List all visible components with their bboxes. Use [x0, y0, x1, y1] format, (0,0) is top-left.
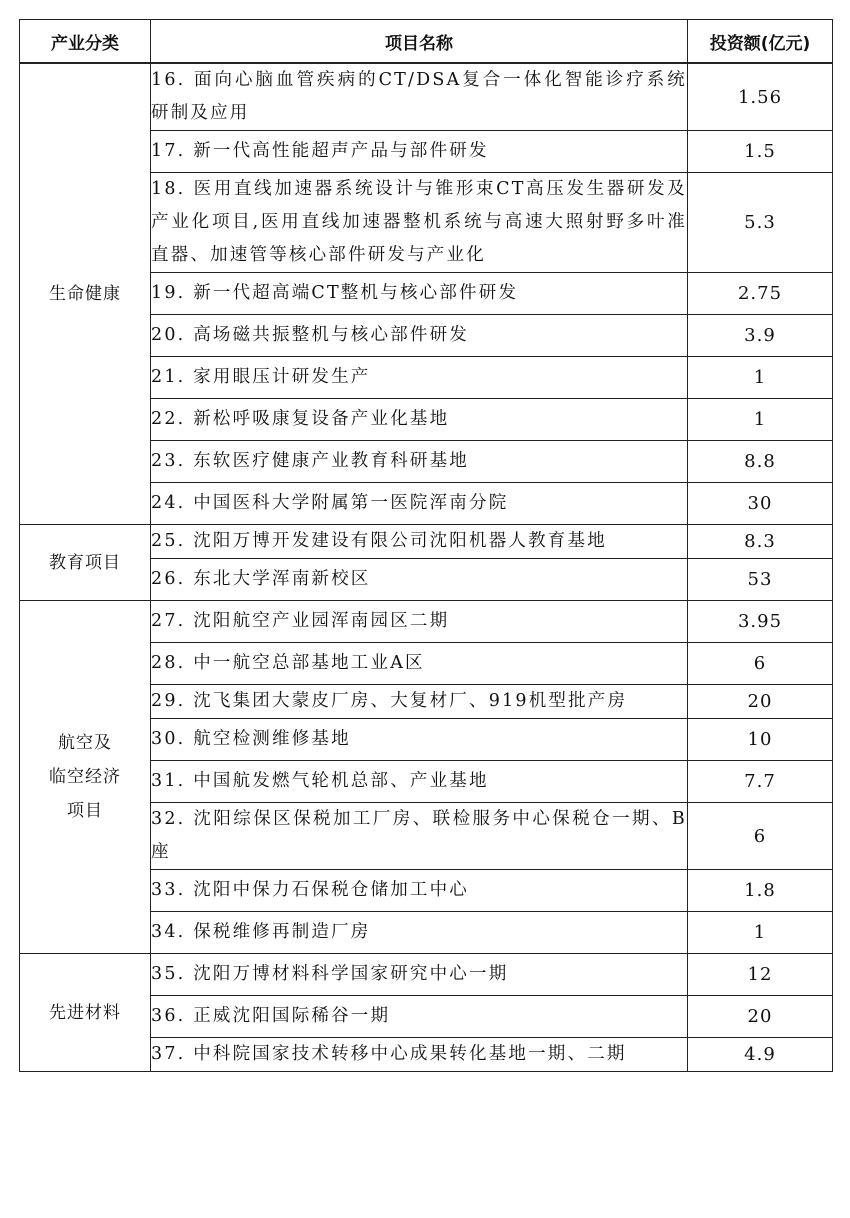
project-name: 32. 沈阳综保区保税加工厂房、联检服务中心保税仓一期、B座 — [151, 803, 688, 870]
project-name: 19. 新一代超高端CT整机与核心部件研发 — [151, 273, 688, 315]
project-name: 26. 东北大学浑南新校区 — [151, 559, 688, 601]
project-name: 31. 中国航发燃气轮机总部、产业基地 — [151, 761, 688, 803]
amount-cell: 6 — [688, 803, 833, 870]
project-name: 17. 新一代高性能超声产品与部件研发 — [151, 131, 688, 173]
amount-cell: 1.56 — [688, 63, 833, 131]
category-label-line: 航空及 — [58, 733, 112, 753]
amount-cell: 30 — [688, 483, 833, 525]
category-label: 先进材料 — [49, 1002, 121, 1023]
project-name: 37. 中科院国家技术转移中心成果转化基地一期、二期 — [151, 1038, 688, 1072]
category-label-line: 项目 — [67, 801, 103, 821]
amount-cell: 53 — [688, 559, 833, 601]
amount-cell: 4.9 — [688, 1038, 833, 1072]
project-name: 29. 沈飞集团大蒙皮厂房、大复材厂、919机型批产房 — [151, 685, 688, 719]
amount-cell: 8.8 — [688, 441, 833, 483]
amount-cell: 8.3 — [688, 525, 833, 559]
project-name: 21. 家用眼压计研发生产 — [151, 357, 688, 399]
table-row — [20, 954, 833, 996]
table-row — [20, 63, 833, 131]
project-name: 30. 航空检测维修基地 — [151, 719, 688, 761]
project-name: 35. 沈阳万博材料科学国家研究中心一期 — [151, 954, 688, 996]
header-amount: 投资额(亿元) — [688, 20, 833, 64]
amount-cell: 2.75 — [688, 273, 833, 315]
category-cell-advanced-materials — [20, 954, 151, 1072]
project-name: 33. 沈阳中保力石保税仓储加工中心 — [151, 870, 688, 912]
project-name: 18. 医用直线加速器系统设计与锥形束CT高压发生器研发及产业化项目,医用直线加速器整机系统与高速大照射野多叶准直器、加速管等核心部件研发与产业化 — [151, 173, 688, 273]
header-category: 产业分类 — [20, 20, 151, 64]
project-name: 16. 面向心脑血管疾病的CT/DSA复合一体化智能诊疗系统研制及应用 — [151, 63, 688, 131]
project-name: 28. 中一航空总部基地工业A区 — [151, 643, 688, 685]
project-name: 34. 保税维修再制造厂房 — [151, 912, 688, 954]
amount-cell: 10 — [688, 719, 833, 761]
project-name: 27. 沈阳航空产业园浑南园区二期 — [151, 601, 688, 643]
category-label: 生命健康 — [49, 284, 121, 304]
amount-cell: 6 — [688, 643, 833, 685]
amount-cell: 3.95 — [688, 601, 833, 643]
table-row — [20, 601, 833, 643]
category-cell-aviation — [20, 601, 151, 954]
header-row — [20, 20, 833, 64]
project-name: 25. 沈阳万博开发建设有限公司沈阳机器人教育基地 — [151, 525, 688, 559]
amount-cell: 1 — [688, 357, 833, 399]
project-name: 22. 新松呼吸康复设备产业化基地 — [151, 399, 688, 441]
amount-cell: 1 — [688, 399, 833, 441]
amount-cell: 1 — [688, 912, 833, 954]
amount-cell: 1.5 — [688, 131, 833, 173]
amount-cell: 3.9 — [688, 315, 833, 357]
category-label-line: 临空经济 — [49, 767, 121, 787]
category-cell-education — [20, 525, 151, 601]
investment-table — [19, 19, 833, 1072]
amount-cell: 12 — [688, 954, 833, 996]
amount-cell: 20 — [688, 996, 833, 1038]
table-row — [20, 525, 833, 559]
header-project-name: 项目名称 — [151, 20, 688, 64]
project-name: 23. 东软医疗健康产业教育科研基地 — [151, 441, 688, 483]
amount-cell: 1.8 — [688, 870, 833, 912]
amount-cell: 5.3 — [688, 173, 833, 273]
category-label: 教育项目 — [49, 552, 121, 573]
amount-cell: 7.7 — [688, 761, 833, 803]
category-cell-life-health — [20, 63, 151, 525]
project-name: 20. 高场磁共振整机与核心部件研发 — [151, 315, 688, 357]
amount-cell: 20 — [688, 685, 833, 719]
project-name: 36. 正威沈阳国际稀谷一期 — [151, 996, 688, 1038]
project-name: 24. 中国医科大学附属第一医院浑南分院 — [151, 483, 688, 525]
